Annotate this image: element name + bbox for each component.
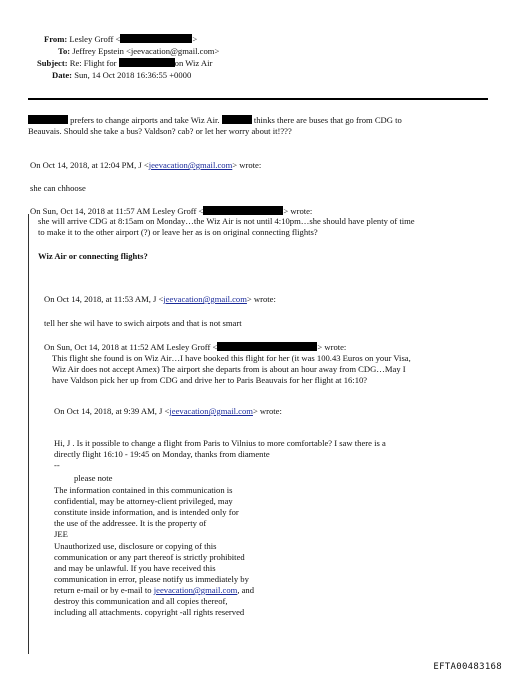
intro-text-a: prefers to change airports and take Wiz Air. — [70, 115, 220, 125]
disclaimer-line: and may be unlawful. If you have received this — [54, 563, 216, 573]
quote-2-line-1: she will arrive CDG at 8:15am on Monday…the Wiz Air is not until 4:10pm…she should have plenty of time — [38, 216, 415, 226]
quote-4-line-2: Wiz Air does not accept Amex) The airport she departs from is about an hour away from CDG…May I — [52, 364, 406, 374]
quote-5-header — [54, 406, 282, 417]
quote-1-text: she can chhoose — [30, 183, 86, 193]
disclaimer-line: communication or any part thereof is strictly prohibited — [54, 552, 245, 562]
quote-2-bold: Wiz Air or connecting flights? — [38, 251, 148, 261]
from-end: > — [192, 34, 198, 44]
from-label: From: — [44, 34, 68, 44]
header-divider — [28, 98, 488, 100]
intro-line-1 — [28, 115, 402, 126]
quote-3-post: > wrote: — [246, 294, 276, 304]
intro-line-2 — [28, 126, 292, 137]
date-value: Sun, 14 Oct 2018 16:36:55 +0000 — [74, 70, 192, 80]
redaction-block — [119, 58, 175, 67]
subject-pre: Re: Flight for — [69, 58, 117, 68]
quote-5-line-2: directly flight 16:10 - 19:45 on Monday, thanks from diamente — [54, 449, 270, 459]
date-line — [52, 70, 191, 81]
redaction-block — [203, 206, 283, 215]
date-label: Date: — [52, 70, 73, 80]
disclaimer-line: communication in error, please notify us immediately by — [54, 574, 249, 584]
disclaimer-line: confidential, may be attorney-client privileged, may — [54, 496, 233, 506]
email-link[interactable]: jeevacation@gmail.com — [163, 294, 247, 304]
quote-4-line-3: have Valdson pick her up from CDG and drive her to Paris Beauvais for her flight at 16:10? — [52, 375, 368, 385]
disclaimer-post: , and — [237, 585, 255, 595]
quote-1-header — [30, 160, 261, 171]
to-label: To: — [58, 46, 71, 56]
email-link[interactable]: jeevacation@gmail.com — [153, 585, 238, 595]
disclaimer-line: Unauthorized use, disclosure or copying of this — [54, 541, 217, 551]
subject-line — [37, 58, 212, 69]
quote-4-header — [44, 342, 346, 353]
subject-post: on Wiz Air — [174, 58, 213, 68]
disclaimer-line: including all attachments. copyright -all rights reserved — [54, 607, 245, 617]
quote-4-post: > wrote: — [317, 342, 347, 352]
to-value: Jeffrey Epstein <jeevacation@gmail.com> — [72, 46, 220, 56]
quote-1-pre: On Oct 14, 2018, at 12:04 PM, J < — [30, 160, 149, 170]
quote-5-line-1: Hi, J . Is it possible to change a flight from Paris to Vilnius to more comfortable? I saw there is a — [54, 438, 386, 448]
disclaimer-pre: return e-mail or by e-mail to — [54, 585, 154, 595]
to-line — [58, 46, 219, 57]
disclaimer-line: The information contained in this communication is — [54, 485, 233, 495]
document-id: EFTA00483168 — [433, 662, 502, 672]
signature-dashes: -- — [54, 460, 60, 470]
disclaimer-line — [54, 585, 254, 596]
email-link[interactable]: jeevacation@gmail.com — [169, 406, 253, 416]
quote-1-post: > wrote: — [232, 160, 262, 170]
quote-4-line-1: This flight she found is on Wiz Air…I have booked this flight for her (it was 100.43 Euros on your Visa, — [52, 353, 411, 363]
redaction-block — [28, 115, 68, 124]
disclaimer-line: destroy this communication and all copies thereof, — [54, 596, 228, 606]
quote-2-post: > wrote: — [283, 206, 313, 216]
quote-3-text: tell her she wil have to swich airpots and that is not smart — [44, 318, 242, 328]
from-value: Lesley Groff < — [69, 34, 121, 44]
quote-4-pre: On Sun, Oct 14, 2018 at 11:52 AM Lesley Groff < — [44, 342, 218, 352]
redaction-block — [217, 342, 317, 351]
redaction-block — [222, 115, 252, 124]
redaction-block — [120, 34, 192, 43]
disclaimer-line: the use of the addressee. It is the property of — [54, 518, 207, 528]
email-link[interactable]: jeevacation@gmail.com — [148, 160, 233, 170]
intro-text-b: thinks there are buses that go from CDG to — [253, 115, 402, 125]
disclaimer-line: JEE — [54, 529, 68, 539]
quote-2-line-2: to make it to the other airport (?) or leave her as is on original connecting flights? — [38, 227, 318, 237]
quote-5-post: > wrote: — [252, 406, 282, 416]
quote-5-pre: On Oct 14, 2018, at 9:39 AM, J < — [54, 406, 170, 416]
subject-label: Subject: — [37, 58, 68, 68]
disclaimer-line: constitute inside information, and is intended only for — [54, 507, 239, 517]
quote-3-header — [44, 294, 276, 305]
quote-3-pre: On Oct 14, 2018, at 11:53 AM, J < — [44, 294, 164, 304]
please-note: please note — [74, 473, 113, 483]
quote-bar — [28, 214, 29, 654]
intro-text-c: Beauvais. Should she take a bus? Valdson? cab? or let her worry about it!??? — [28, 126, 292, 136]
from-line — [44, 34, 197, 45]
quote-2-pre: On Sun, Oct 14, 2018 at 11:57 AM Lesley Groff < — [30, 206, 204, 216]
